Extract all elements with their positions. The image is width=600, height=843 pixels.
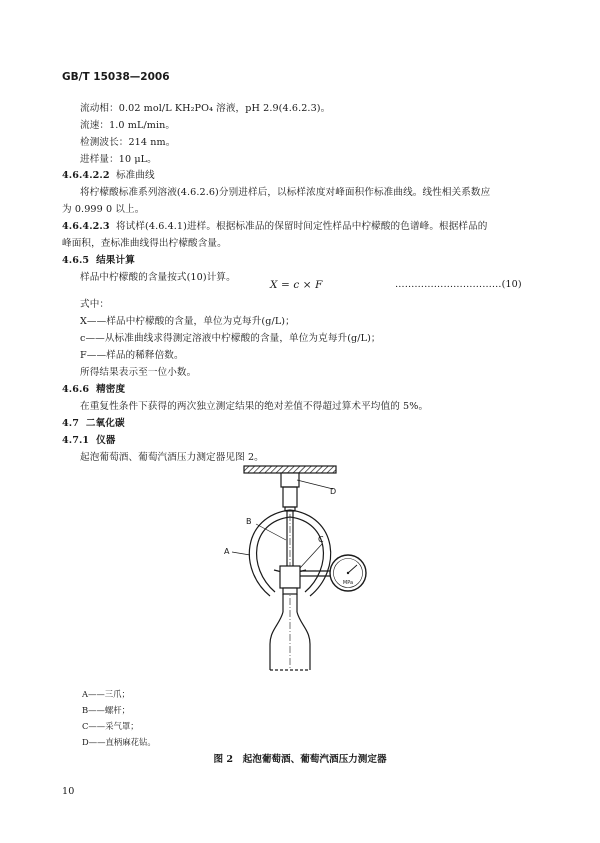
precision-text: 在重复性条件下获得的两次独立测定结果的绝对差值不得超过算术平均值的 5%。 (80, 401, 429, 412)
label-b: B (246, 517, 252, 526)
gauge-unit-label: MPa (342, 580, 354, 586)
section-number: 4.6.4.2.3 (62, 221, 110, 232)
legend-item: A——三爪； (82, 689, 130, 699)
formula-number: ……………………………(10) (395, 279, 522, 290)
section-number: 4.6.4.2.2 (62, 170, 110, 181)
wavelength-line: 检测波长：214 nm。 (80, 137, 176, 148)
section-number: 4.7 (62, 418, 79, 429)
legend-item: D——直柄麻花钻。 (82, 737, 156, 747)
section-title: 精密度 (96, 384, 126, 395)
section-title: 二氧化碳 (85, 418, 125, 429)
calc-intro-line: 样品中柠檬酸的含量按式(10)计算。 (80, 272, 236, 283)
flow-rate-line: 流速：1.0 mL/min。 (80, 120, 176, 131)
label-c: C (318, 535, 324, 544)
paragraph-text: 将试样(4.6.4.1)进样。根据标准品的保留时间定性样品中柠檬酸的色谱峰。根据样品的 (115, 221, 488, 232)
label-d: D (330, 487, 337, 496)
result-precision-note: 所得结果表示至一位小数。 (80, 367, 197, 378)
figure-caption: 图 2 起泡葡萄酒、葡萄汽酒压力测定器 (213, 754, 387, 765)
section-number: 4.7.1 (62, 435, 90, 446)
section-title: 结果计算 (96, 255, 135, 266)
formula: X = c × F (270, 279, 323, 291)
label-a: A (224, 547, 230, 556)
section-4-6-5-heading (62, 252, 135, 266)
section-title: 标准曲线 (115, 170, 155, 181)
section-number: 4.6.6 (62, 384, 90, 395)
section-number: 4.6.5 (62, 255, 90, 266)
paragraph-line: 为 0.999 0 以上。 (62, 204, 145, 215)
mobile-phase-line: 流动相：0.02 mol/L KH₂PO₄ 溶液，pH 2.9(4.6.2.3)。 (80, 103, 331, 114)
pressure-tester-diagram (200, 458, 400, 680)
legend-item: B——螺杆； (82, 705, 131, 715)
pressure-gauge (330, 555, 366, 591)
standard-code: GB/T 15038—2006 (62, 71, 170, 83)
definition-f: F——样品的稀释倍数。 (80, 350, 184, 361)
where-label: 式中： (80, 299, 110, 310)
section-4-6-4-2-2-heading (62, 167, 155, 181)
paragraph-line: 将柠檬酸标准系列溶液(4.6.2.6)分别进样后，以标样浓度对峰面积作标准曲线。线性相关系数应 (80, 187, 491, 198)
definition-c: c——从标准曲线求得测定溶液中柠檬酸的含量，单位为克每升(g/L)； (80, 333, 381, 344)
injection-line: 进样量：10 μL。 (80, 154, 157, 165)
page-number: 10 (62, 786, 75, 797)
t-handle (244, 466, 336, 473)
definition-x: X——样品中柠檬酸的含量，单位为克每升(g/L)； (80, 316, 295, 327)
apparatus-text: 起泡葡萄酒、葡萄汽酒压力测定器见图 2。 (80, 452, 264, 463)
section-4-7-1-heading (62, 432, 116, 446)
paragraph-line: 峰面积，查标准曲线得出柠檬酸含量。 (62, 238, 227, 249)
section-4-6-4-2-3-paragraph (62, 218, 488, 232)
section-4-6-6-heading (62, 381, 125, 395)
legend-item: C——采气罩； (82, 721, 139, 731)
section-4-7-heading (62, 415, 125, 429)
section-title: 仪器 (96, 435, 116, 446)
